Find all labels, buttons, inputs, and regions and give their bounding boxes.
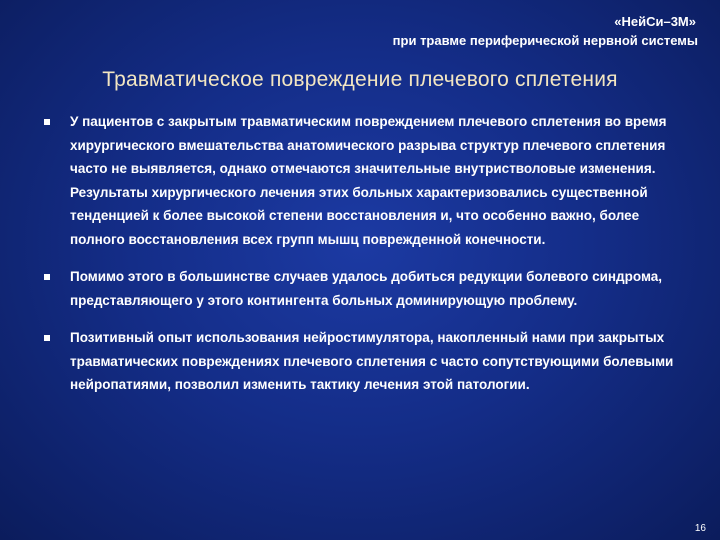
page-number: 16 xyxy=(694,523,706,534)
bullet-text: Позитивный опыт использования нейростимулятора, накопленный нами при закрытых травматических повреждениях плечевого сплетения с часто сопутствующими болевыми нейропатиями, позволил изменить тактику лечения этой патологии. xyxy=(70,330,674,392)
slide-title: Травматическое повреждение плечевого сплетения xyxy=(102,68,618,91)
bullet-list xyxy=(44,110,696,397)
header-subtitle: при травме периферической нервной системы xyxy=(392,33,698,48)
bullet-item xyxy=(44,326,696,397)
square-bullet-icon xyxy=(44,335,50,341)
bullet-text: Помимо этого в большинстве случаев удалось добиться редукции болевого синдрома, представляющего у этого контингента больных доминирующую проблему. xyxy=(70,269,663,308)
bullet-item xyxy=(44,265,696,312)
bullet-item xyxy=(44,110,696,251)
square-bullet-icon xyxy=(44,119,50,125)
square-bullet-icon xyxy=(44,274,50,280)
slide-header xyxy=(138,12,698,50)
header-product-name: «НейСи–3М» xyxy=(614,14,696,29)
bullet-text: У пациентов с закрытым травматическим повреждением плечевого сплетения во время хирургического вмешательства анатомического разрыва структур плечевого сплетения часто не выявляется, однако отмечаются значительные внутристволовые изменения. Результаты хирургического лечения этих больных характеризовались существенной тенденцией к более высокой степени восстановления и, что особенно важно, более полного восстановления всех групп мышц поврежденной конечности. xyxy=(70,114,667,247)
